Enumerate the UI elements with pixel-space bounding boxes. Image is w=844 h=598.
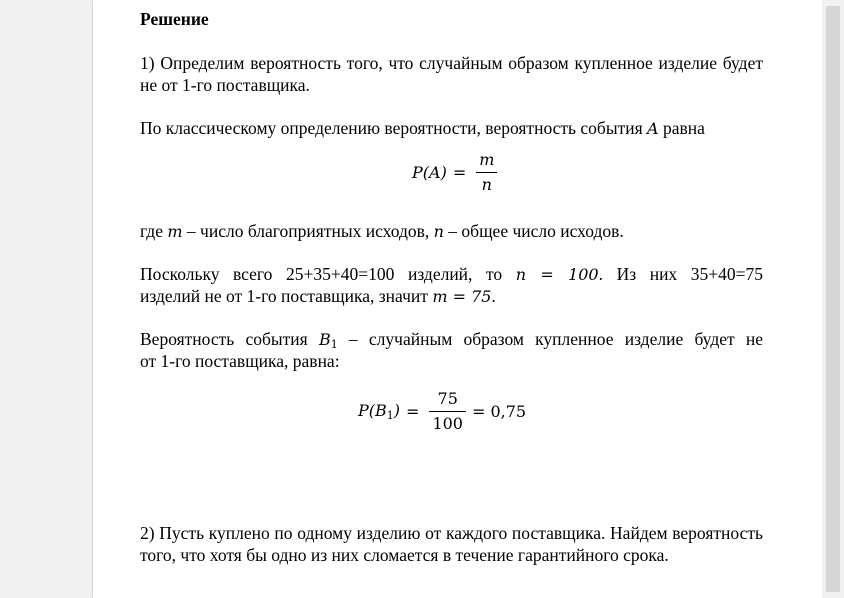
subscript: 1 bbox=[386, 409, 394, 422]
text: Вероятность события bbox=[140, 329, 308, 349]
var-m: m bbox=[167, 222, 183, 241]
math-m-equals: m = 75 bbox=[432, 287, 492, 306]
section-heading: Решение bbox=[140, 9, 209, 29]
scrollbar-thumb[interactable] bbox=[826, 6, 840, 592]
text: изделий не от 1-го поставщика, значит bbox=[140, 286, 428, 306]
formula-probability-b1 bbox=[358, 389, 526, 434]
event-var-a: A bbox=[647, 119, 659, 138]
text: По классическому определению вероятности, вероятность события bbox=[140, 118, 643, 138]
formula-lhs bbox=[358, 401, 400, 422]
paragraph-step-1: 1) Определим вероятность того, что случайным образом купленное изделие будет не от 1-го поставщика. bbox=[140, 53, 763, 95]
text: – случайным образом купленное изделие будет не bbox=[348, 329, 763, 349]
text: . bbox=[491, 286, 496, 306]
formula-result: = 0,75 bbox=[471, 402, 527, 421]
text: – число благоприятных исходов, bbox=[186, 221, 430, 241]
var-b: B bbox=[318, 330, 331, 349]
text: . Из них 35+40=75 bbox=[598, 264, 764, 284]
paragraph-count-line-2 bbox=[140, 285, 763, 308]
text: где bbox=[140, 221, 163, 241]
formula-lhs: P(A) bbox=[412, 163, 447, 182]
fraction-numerator: 75 bbox=[437, 389, 458, 408]
paragraph-classical-definition bbox=[140, 117, 763, 140]
formula-equals: = bbox=[452, 163, 467, 182]
text: равна bbox=[662, 118, 705, 138]
math-n-equals: n = 100 bbox=[515, 265, 599, 284]
text: – общее число исходов. bbox=[448, 221, 624, 241]
fraction bbox=[476, 150, 497, 195]
formula-equals: = bbox=[406, 402, 420, 421]
paragraph-step-2: 2) Пусть куплено по одному изделию от каждого поставщика. Найдем вероятность того, что хотя бы одно из них сломается в течение гарантийного срока. bbox=[140, 523, 763, 565]
paragraph-event-b1-line-2: от 1-го поставщика, равна: bbox=[140, 351, 340, 371]
var-n: n bbox=[433, 222, 444, 241]
paragraph-count-line-1 bbox=[140, 263, 763, 286]
fraction-numerator: m bbox=[479, 150, 495, 169]
formula-classical-probability bbox=[412, 150, 501, 195]
fraction-denominator: n bbox=[481, 175, 492, 194]
event-var-b1 bbox=[319, 330, 338, 349]
var-b: B bbox=[375, 401, 387, 420]
fraction-denominator: 100 bbox=[432, 414, 463, 433]
text: ) bbox=[393, 401, 401, 420]
subscript: 1 bbox=[330, 338, 338, 351]
fraction bbox=[429, 389, 466, 434]
text: P( bbox=[358, 401, 376, 420]
text: Поскольку всего 25+35+40=100 изделий, то bbox=[140, 264, 503, 284]
paragraph-definitions bbox=[140, 220, 763, 243]
